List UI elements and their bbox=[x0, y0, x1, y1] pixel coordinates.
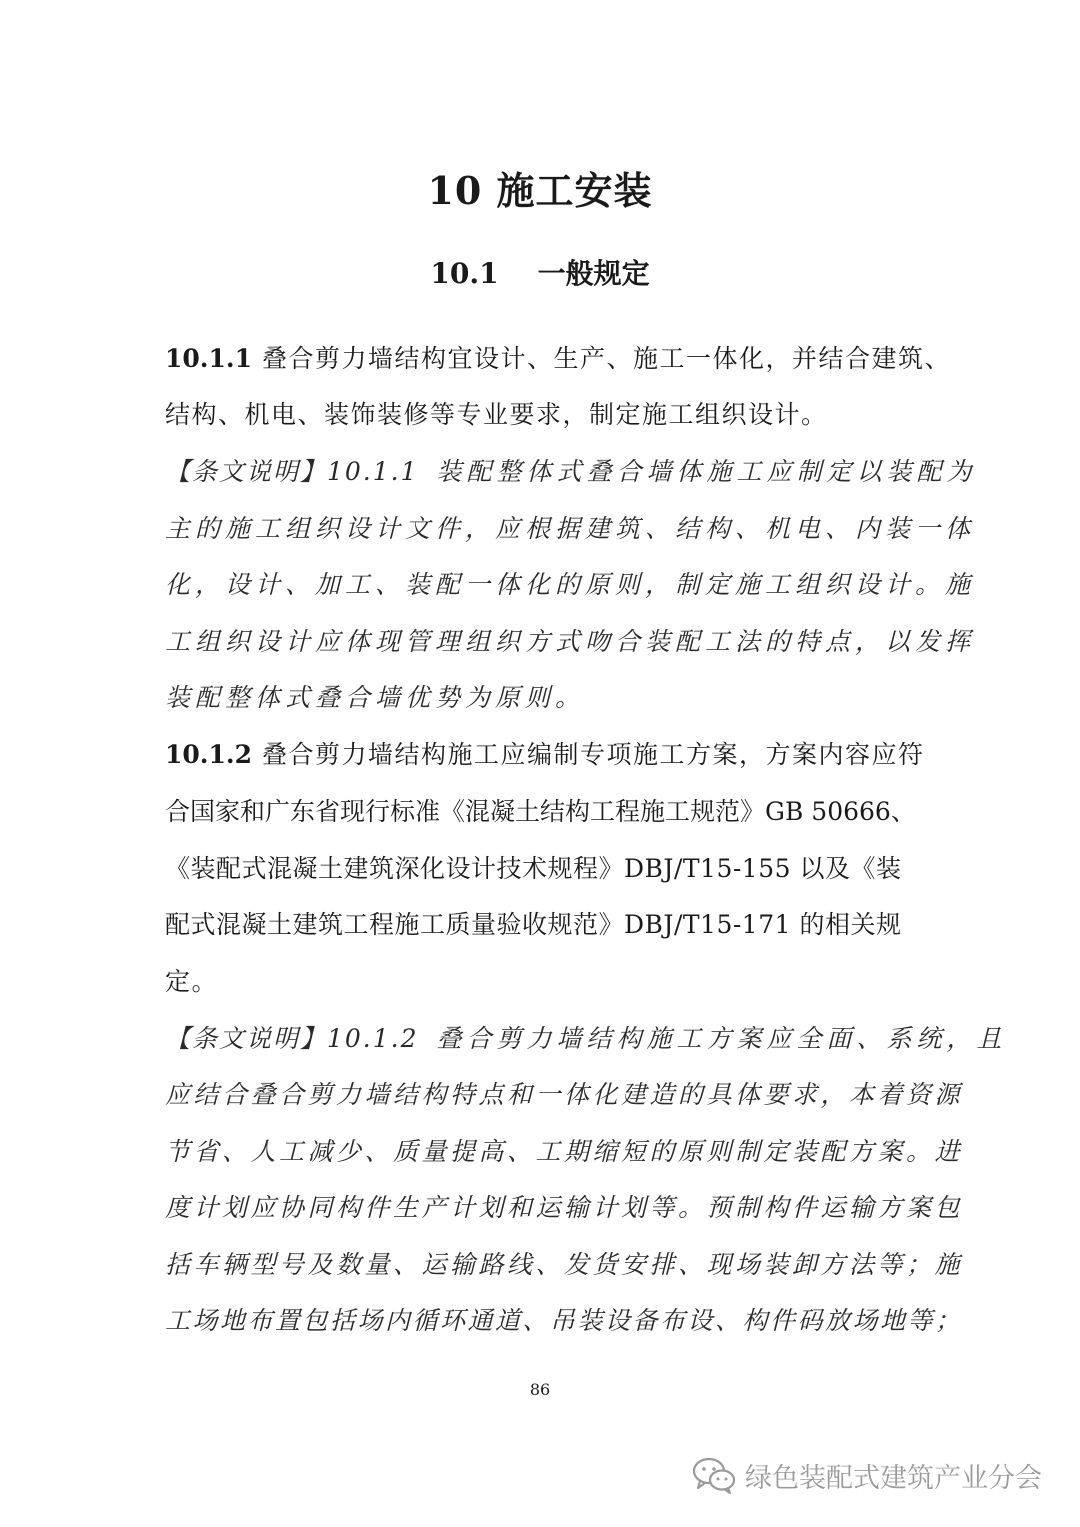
note-10-1-2-line: 工场地布置包括场内循环通道、吊装设备布设、构件码放场地等； bbox=[165, 1306, 963, 1335]
clause-10-1-2-line: 配式混凝土建筑工程施工质量验收规范》DBJ/T15-171 的相关规 bbox=[165, 910, 902, 939]
page-number: 86 bbox=[529, 1380, 551, 1399]
clause-10-1-1-line: 结构、机电、装饰装修等专业要求，制定施工组织设计。 bbox=[165, 400, 828, 429]
clause-10-1-2-line: 《装配式混凝土建筑深化设计技术规程》DBJ/T15-155 以及《装 bbox=[165, 854, 902, 883]
clause-10-1-2-line: 定。 bbox=[165, 967, 219, 996]
wechat-icon bbox=[691, 1455, 737, 1495]
note-10-1-2-line: 括车辆型号及数量、运输路线、发货安排、现场装卸方法等；施 bbox=[165, 1250, 964, 1279]
clause-number: 10.1.1 bbox=[165, 344, 252, 373]
clause-10-1-2-line: 合国家和广东省现行标准《混凝土结构工程施工规范》GB 50666、 bbox=[165, 797, 916, 826]
chapter-title: 10 施工安装 bbox=[427, 168, 653, 213]
clause-10-1-2-line bbox=[165, 738, 925, 772]
watermark bbox=[691, 1455, 1042, 1495]
watermark-text: 绿色装配式建筑产业分会 bbox=[745, 1462, 1042, 1494]
section-title: 10.1 一般规定 bbox=[430, 257, 650, 290]
clause-text: 叠合剪力墙结构宜设计、生产、施工一体化，并结合建筑、 bbox=[262, 344, 952, 373]
note-10-1-2-line: 应结合叠合剪力墙结构特点和一体化建造的具体要求，本着资源 bbox=[165, 1080, 964, 1109]
note-10-1-1-line: 工组织设计应体现管理组织方式吻合装配工法的特点，以发挥 bbox=[165, 627, 976, 656]
note-text: 装配整体式叠合墙体施工应制定以装配为 bbox=[436, 457, 977, 486]
clause-text: 叠合剪力墙结构施工应编制专项施工方案，方案内容应符 bbox=[262, 740, 925, 769]
note-10-1-2-line: 度计划应协同构件生产计划和运输计划等。预制构件运输方案包 bbox=[165, 1193, 964, 1222]
note-10-1-1-line: 装配整体式叠合墙优势为原则。 bbox=[165, 683, 586, 712]
note-10-1-2-line: 节省、人工减少、质量提高、工期缩短的原则制定装配方案。进 bbox=[165, 1137, 964, 1166]
clause-number: 10.1.2 bbox=[165, 740, 252, 769]
note-tag: 【条文说明】10.1.2 bbox=[165, 1024, 419, 1053]
note-tag: 【条文说明】10.1.1 bbox=[165, 457, 419, 486]
note-10-1-1-line: 主的施工组织设计文件，应根据建筑、结构、机电、内装一体 bbox=[165, 514, 976, 543]
clause-10-1-1-line bbox=[165, 342, 951, 376]
note-10-1-1-line: 化，设计、加工、装配一体化的原则，制定施工组织设计。施 bbox=[165, 570, 976, 599]
note-text: 叠合剪力墙结构施工方案应全面、系统，且 bbox=[436, 1024, 1007, 1053]
note-10-1-2-line bbox=[165, 1022, 1007, 1056]
note-10-1-1-line bbox=[165, 455, 977, 489]
